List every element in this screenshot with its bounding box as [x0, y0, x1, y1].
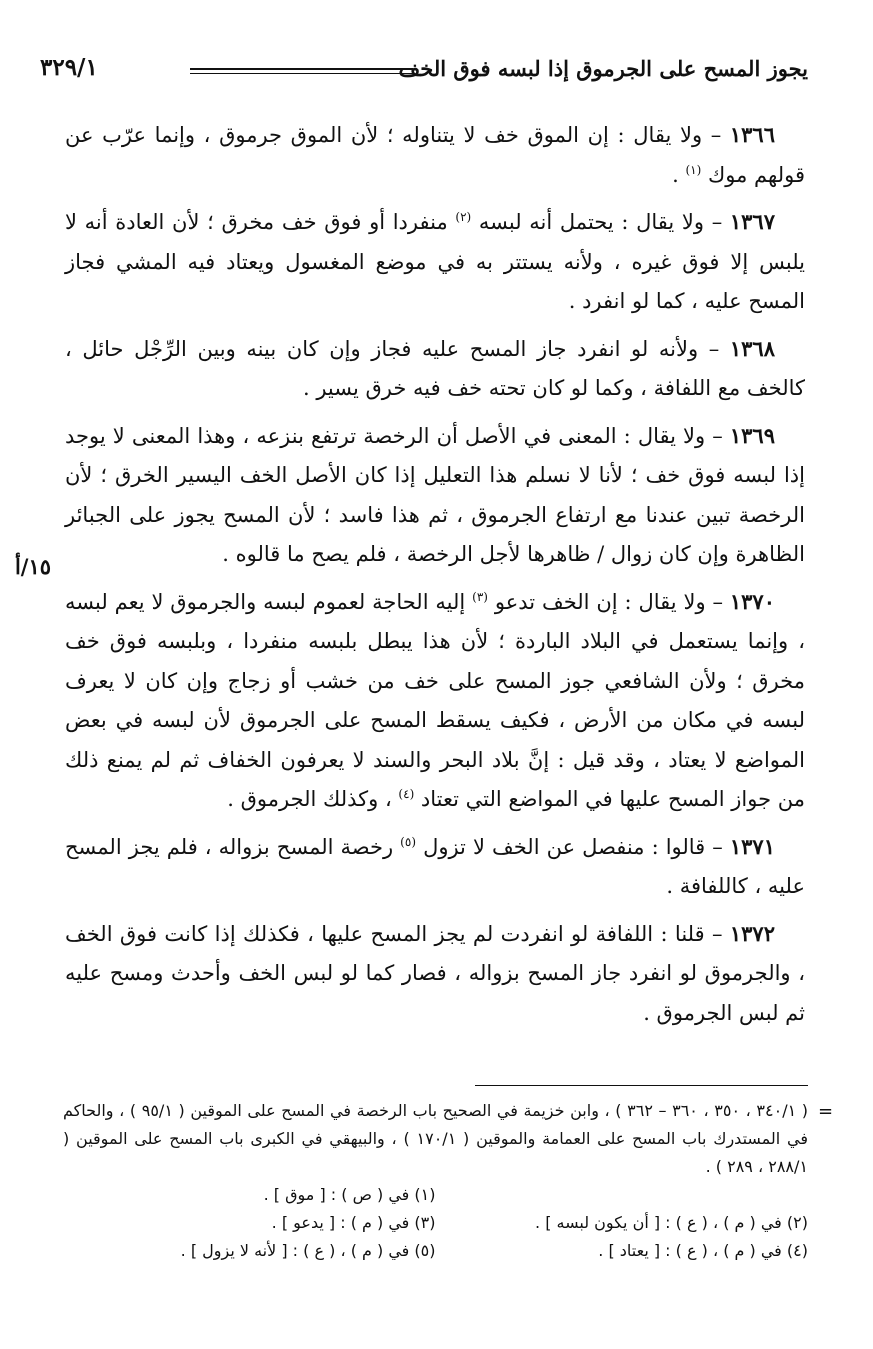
paragraph-1366	[65, 115, 805, 195]
running-header	[40, 54, 808, 88]
header-title: يجوز المسح على الجرموق إذا لبسه فوق الخف	[398, 56, 808, 81]
footnote-2: (٢) في ( م ) ، ( ع ) : [ أن يكون لبسه ] .	[535, 1213, 808, 1232]
margin-folio-note: ١٥/أ	[14, 554, 52, 579]
footnote-separator	[475, 1085, 808, 1086]
footnote-row	[63, 1209, 808, 1237]
paragraph-text: – ولا يقال : المعنى في الأصل أن الرخصة ترتفع بنزعه ، وهذا المعنى لا يوجد إذا لبسه فوق خف ؛ لأنا لا نسلم هذا التعليل إذا كان الأصل الخف اليسير الخرق ؛ لأن الرخصة تبين عندنا مع ارتفاع الجرموق ، ثم هذا فاسد ؛ لأن المسح يجوز على الجبائر الظاهرة وإن كان زوال / ظاهرها لأجل الرخصة ، فلم يصح ما قالوه .	[65, 423, 805, 566]
paragraph-text: – قلنا : اللفافة لو انفردت لم يجز المسح عليها ، فكذلك إذا كانت فوق الخف ، والجرموق لو انفرد جاز المسح بزواله ، فصار كما لو لبس الخف وأحدث ومسح عليه ثم لبس الجرموق .	[65, 921, 805, 1025]
footnote-1: (١) في ( ص ) : [ موق ] .	[263, 1185, 436, 1204]
footnote-row	[63, 1181, 808, 1209]
footnote-ref: (١)	[685, 162, 702, 177]
footnote-ref: (٣)	[472, 589, 488, 604]
paragraph-number: ١٣٦٦	[729, 122, 775, 147]
paragraph-1370	[65, 582, 805, 820]
footnotes	[63, 1097, 808, 1265]
footnote-cell	[436, 1181, 809, 1209]
footnote-4: (٤) في ( م ) ، ( ع ) : [ يعتاد ] .	[598, 1241, 808, 1260]
paragraph-number: ١٣٦٧	[729, 209, 775, 234]
footnote-ref: (٢)	[455, 210, 472, 224]
paragraph-number: ١٣٦٨	[729, 335, 775, 361]
paragraph-number: ١٣٧٢	[729, 920, 775, 946]
paragraph-number: ١٣٧٠	[729, 588, 775, 614]
paragraph-number: ١٣٦٩	[729, 422, 775, 448]
footnote-ref: (٤)	[398, 787, 415, 801]
footnote-ref: (٥)	[400, 834, 416, 849]
footnote-continuation: ( ٣٤٠/١ ، ٣٥٠ ، ٣٦٠ – ٣٦٢ ) ، وابن خزيمة في الصحيح باب الرخصة في المسح على الموقين ( ٩٥/١ ) ، والحاكم في المستدرك باب المسح على العمامة والموقين ( ١٧٠/١ ) ، والبيهقي في الكبرى باب المسح على الموقين ( ٢٨٨/١ ، ٢٨٩ ) .	[63, 1101, 809, 1176]
paragraph-1368	[65, 329, 805, 409]
header-rule	[190, 68, 413, 74]
footnote-5: (٥) في ( م ) ، ( ع ) : [ لأنه لا يزول ] .	[180, 1241, 436, 1260]
paragraph-text: – ولا يقال : إن الموق خف لا يتناوله ؛ لأن الموق جرموق ، وإنما عرّب عن قولهم موك	[65, 123, 805, 187]
page-number: ٣٢٩/١	[40, 54, 98, 81]
paragraph-text-end: .	[672, 162, 686, 187]
paragraph-text-end: منفردا أو فوق خف مخرق ؛ لأن العادة أنه لا يلبس إلا فوق غيره ، ولأنه يستتر به في موضع المغسول ويعتاد فيه المشي فجاز المسح عليه ، كما لو انفرد .	[65, 210, 805, 313]
paragraph-1372	[65, 914, 805, 1034]
footnote-continuation-mark: =	[818, 1101, 834, 1122]
paragraph-text-end: ، وكذلك الجرموق .	[227, 787, 399, 811]
paragraph-text-end: رخصة المسح بزواله ، فلم يجز المسح عليه ، كاللفافة .	[65, 834, 805, 898]
paragraph-text: – ولا يقال : يحتمل أنه لبسه	[471, 210, 730, 234]
paragraph-number: ١٣٧١	[729, 833, 775, 859]
paragraph-1369	[65, 416, 805, 575]
paragraph-1371	[65, 827, 805, 907]
footnote-row	[63, 1237, 808, 1265]
footnote-3: (٣) في ( م ) : [ يدعو ] .	[271, 1213, 436, 1232]
paragraph-text: – ولا يقال : إن الخف تدعو	[487, 589, 730, 614]
paragraph-text-mid: إليه الحاجة لعموم لبسه والجرموق لا يعم لبسه ، وإنما يستعمل في البلاد الباردة ؛ لأن هذا يبطل بلبسه منفردا ، وبلبسه فوق خف مخرق ؛ ولأن الشافعي جوز المسح على خف من خشب أو زجاج وإن كان لا يعرف لبسه في مكان من الأرض ، فكيف يسقط المسح على الجرموق لأن لبسه في بعض المواضع لا يعتاد ، وقد قيل : إنَّ بلاد البحر والسند لا يعرفون الخفاف ثم لم يمنع ذلك من جواز المسح عليها في المواضع التي تعتاد	[65, 589, 805, 811]
main-text	[65, 115, 805, 1040]
paragraph-text: – ولأنه لو انفرد جاز المسح عليه فجاز وإن كان بينه وبين الرِّجْل حائل ، كالخف مع اللفافة ، وكما لو كان تحته خف فيه خرق يسير .	[65, 336, 805, 400]
paragraph-1367	[65, 202, 805, 322]
paragraph-text: – قالوا : منفصل عن الخف لا تزول	[416, 834, 730, 859]
